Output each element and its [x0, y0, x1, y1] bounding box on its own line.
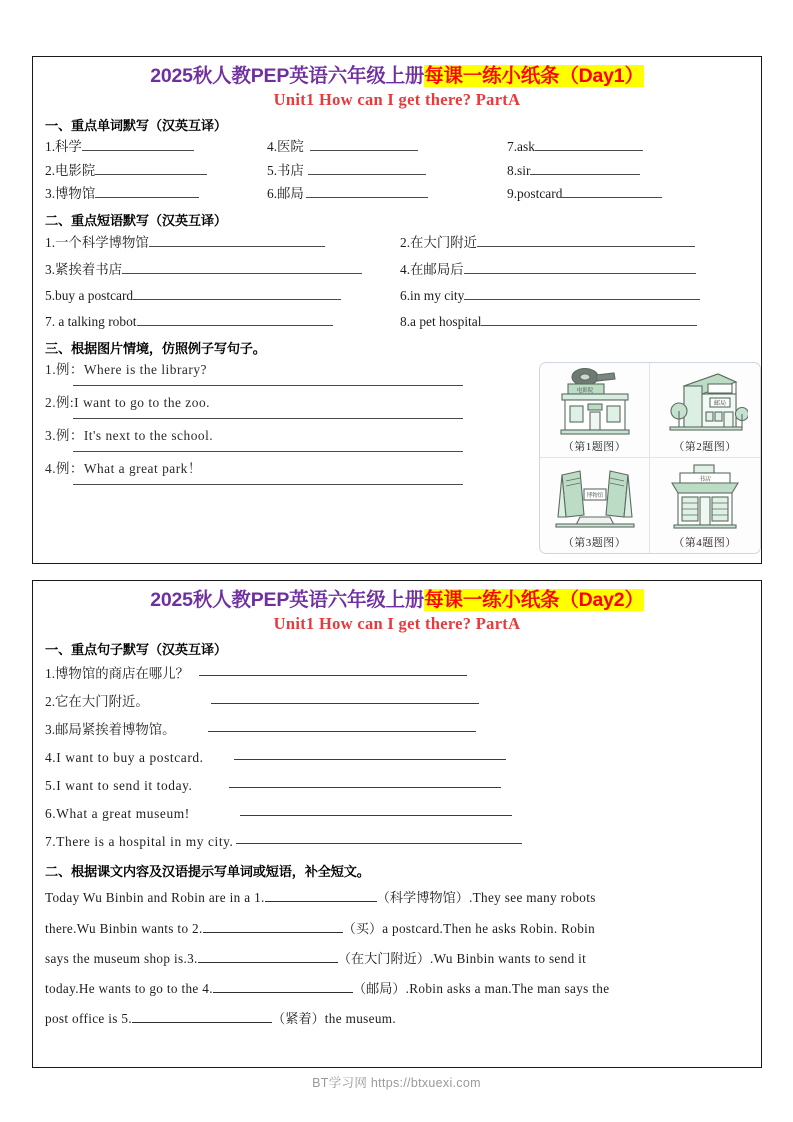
sentence-row: 1.博物馆的商店在哪儿？ — [45, 665, 749, 683]
answer-blank[interactable] — [310, 139, 418, 150]
answer-blank[interactable] — [149, 236, 325, 247]
day2-section1-heading: 一、重点句子默写（汉英互译） — [45, 641, 227, 657]
answer-blank[interactable] — [73, 385, 463, 386]
picture-cell-museum — [540, 458, 650, 553]
day1-section1-heading: 一、重点单词默写（汉英互译） — [45, 117, 227, 133]
sentence-row: 4.I want to buy a postcard. — [45, 749, 749, 767]
picture-cell-cinema — [540, 363, 650, 458]
answer-blank[interactable] — [240, 815, 512, 816]
picture-caption: （第2题图） — [673, 441, 737, 453]
day2-sentence-list — [45, 665, 749, 852]
word-item: 6.邮局 — [267, 184, 507, 205]
picture-reference-grid — [539, 362, 761, 554]
example-item: 3.例：It's next to the school. — [45, 426, 497, 452]
cloze-line: post office is 5. （紧着）the museum. — [45, 1010, 397, 1026]
word-item: 3.博物馆 — [45, 184, 267, 205]
cinema-icon — [540, 363, 649, 438]
word-item: 2.电影院 — [45, 161, 267, 182]
example-item: 2.例:I want to go to the zoo. — [45, 393, 497, 419]
worksheet-card-day1 — [32, 56, 762, 564]
answer-blank[interactable] — [306, 187, 428, 198]
day1-word-list — [45, 137, 749, 205]
day2-title-highlight: 每课一练小纸条（Day2） — [424, 589, 644, 611]
phrase-item: 8.a pet hospital — [400, 311, 749, 332]
answer-blank[interactable] — [137, 315, 333, 326]
answer-blank[interactable] — [234, 759, 506, 760]
answer-blank[interactable] — [464, 289, 700, 300]
day1-phrase-list — [45, 232, 749, 333]
answer-blank[interactable] — [95, 163, 207, 174]
answer-blank[interactable] — [530, 163, 640, 174]
word-item: 7.ask — [507, 137, 749, 158]
sentence-row: 6.What a great museum! — [45, 805, 749, 823]
cloze-blank[interactable] — [198, 951, 338, 963]
cloze-passage — [45, 883, 749, 1033]
day1-title-highlight: 每课一练小纸条（Day1） — [424, 65, 644, 87]
day2-section2-heading: 二、根据课文内容及汉语提示写单词或短语，补全短文。 — [45, 864, 370, 880]
phrase-item: 2.在大门附近 — [400, 232, 749, 253]
day2-subtitle: Unit1 How can I get there? PartA — [273, 613, 521, 633]
cloze-line: Today Wu Binbin and Robin are in a 1. （科学博物馆）.They see many robots — [45, 890, 596, 906]
answer-blank[interactable] — [236, 843, 522, 844]
answer-blank[interactable] — [82, 139, 194, 150]
phrase-item: 7. a talking robot — [45, 311, 400, 332]
answer-blank[interactable] — [208, 731, 476, 732]
answer-blank[interactable] — [211, 703, 479, 704]
day1-example-list — [45, 360, 497, 485]
worksheet-card-day2 — [32, 580, 762, 1068]
answer-blank[interactable] — [464, 262, 696, 273]
day1-title-prefix: 2025秋人教PEP英语六年级上册 — [150, 65, 425, 87]
word-item: 4.医院 — [267, 137, 507, 158]
sentence-row: 5.I want to send it today. — [45, 777, 749, 795]
answer-blank[interactable] — [95, 187, 199, 198]
day1-section3-heading: 三、根据图片情境，仿照例子写句子。 — [45, 340, 266, 356]
cloze-line: there.Wu Binbin wants to 2. （买）a postcard.Then he asks Robin. Robin — [45, 920, 596, 936]
word-item: 1.科学 — [45, 137, 267, 158]
day2-title-prefix: 2025秋人教PEP英语六年级上册 — [150, 589, 425, 611]
answer-blank[interactable] — [122, 262, 362, 273]
cloze-blank[interactable] — [265, 891, 377, 903]
sentence-row: 7.There is a hospital in my city. — [45, 833, 749, 851]
day1-subtitle: Unit1 How can I get there? PartA — [273, 89, 521, 109]
cloze-line: says the museum shop is.3. （在大门附近）.Wu Binbin wants to send it — [45, 950, 587, 966]
answer-blank[interactable] — [73, 484, 463, 485]
answer-blank[interactable] — [562, 187, 662, 198]
example-item: 4.例：What a great park！ — [45, 459, 497, 485]
phrase-item: 5.buy a postcard — [45, 285, 400, 306]
bookstore-icon — [650, 458, 760, 534]
answer-blank[interactable] — [477, 236, 695, 247]
answer-blank[interactable] — [73, 418, 463, 419]
cloze-blank[interactable] — [213, 981, 353, 993]
sentence-row: 2.它在大门附近。 — [45, 693, 749, 711]
day2-title — [45, 589, 749, 613]
picture-cell-post-office — [650, 363, 760, 458]
picture-caption: （第4题图） — [673, 537, 737, 549]
word-item: 9.postcard — [507, 184, 749, 205]
post-office-icon — [650, 363, 760, 438]
svg-text:电影院: 电影院 — [576, 387, 593, 394]
phrase-item: 4.在邮局后 — [400, 259, 749, 280]
day1-title — [45, 65, 749, 89]
answer-blank[interactable] — [308, 163, 426, 174]
answer-blank[interactable] — [229, 787, 501, 788]
cloze-blank[interactable] — [203, 921, 343, 933]
day1-section2-heading: 二、重点短语默写（汉英互译） — [45, 213, 227, 229]
cloze-line: today.He wants to go to the 4. （邮局）.Robin asks a man.The man says the — [45, 980, 610, 996]
answer-blank[interactable] — [73, 451, 463, 452]
phrase-item: 1.一个科学博物馆 — [45, 232, 400, 253]
picture-caption: （第1题图） — [562, 441, 627, 453]
picture-caption: （第3题图） — [562, 537, 627, 549]
answer-blank[interactable] — [199, 675, 467, 676]
answer-blank[interactable] — [481, 315, 697, 326]
word-item: 8.sir — [507, 161, 749, 182]
svg-text:博物馆: 博物馆 — [586, 493, 603, 499]
example-item: 1.例：Where is the library? — [45, 360, 497, 386]
cloze-blank[interactable] — [132, 1011, 272, 1023]
word-item: 5.书店 — [267, 161, 507, 182]
phrase-item: 6.in my city — [400, 285, 749, 306]
svg-text:邮局: 邮局 — [713, 400, 727, 407]
picture-cell-bookstore — [650, 458, 760, 553]
site-watermark: BT学习网 https://btxuexi.com — [312, 1076, 481, 1090]
answer-blank[interactable] — [535, 139, 643, 150]
answer-blank[interactable] — [133, 289, 341, 300]
phrase-item: 3.紧挨着书店 — [45, 259, 400, 280]
sentence-row: 3.邮局紧挨着博物馆。 — [45, 721, 749, 739]
svg-text:书店: 书店 — [698, 477, 712, 483]
museum-icon — [540, 458, 649, 534]
